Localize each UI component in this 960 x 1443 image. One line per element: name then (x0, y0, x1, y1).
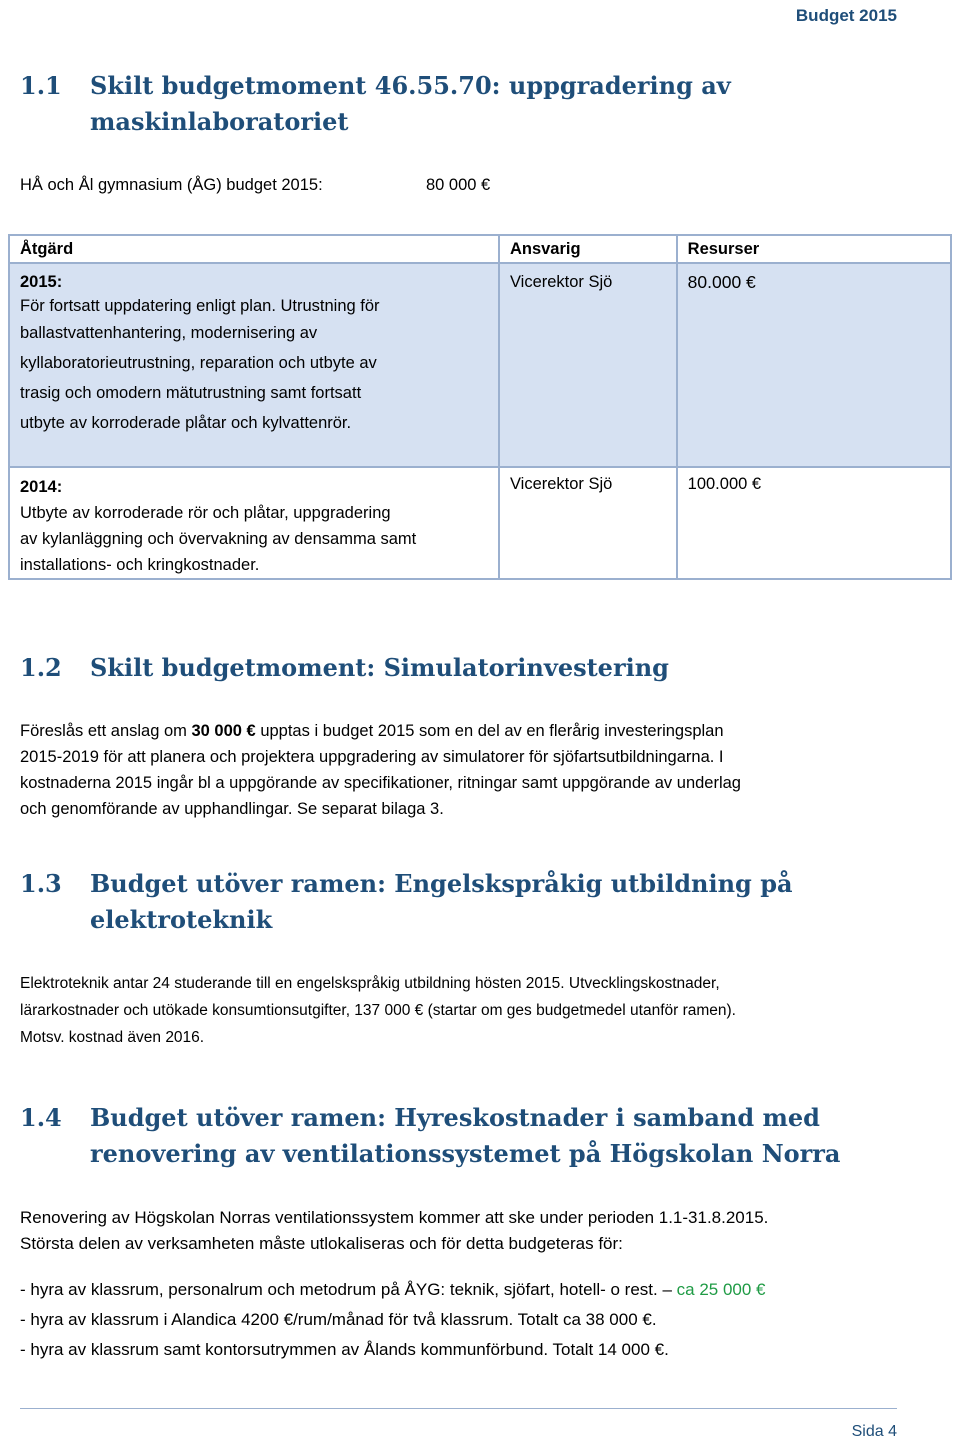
section-1-4-heading (20, 1100, 900, 1176)
section-title-line2: renovering av ventilationssystemet på Högskolan Norra (90, 1139, 841, 1168)
section-title-line1: Budget utöver ramen: Engelskspråkig utbildning på (90, 869, 793, 898)
section-number: 1.3 (20, 869, 62, 898)
section-title (90, 866, 850, 938)
header-action: Åtgärd (9, 235, 499, 263)
para-line: Största delen av verksamheten måste utlokaliseras och för detta budgeteras för: (20, 1234, 623, 1253)
row-year: 2015: (20, 273, 63, 291)
row-2014-responsible: Vicerektor Sjö (499, 467, 677, 579)
row-year: 2014: (20, 478, 63, 496)
table-row (9, 467, 951, 579)
row-text-line: ballastvattenhantering, modernisering av (20, 324, 318, 342)
row-text-line: installations- och kringkostnader. (20, 556, 260, 574)
row-text-line: utbyte av korroderade plåtar och kylvattenrör. (20, 414, 352, 432)
para-line: Renovering av Högskolan Norras ventilationssystem kommer att ske under perioden 1.1-31.8.2015. (20, 1208, 769, 1227)
page-number: Sida 4 (851, 1423, 897, 1440)
footer-divider (20, 1408, 897, 1409)
section-title-line2: maskinlaboratoriet (90, 107, 349, 136)
section-title: Skilt budgetmoment: Simulatorinvestering (90, 653, 669, 682)
action-table (8, 234, 952, 580)
para-line: 2015-2019 för att planera och projektera uppgradering av simulatorer för sjöfartsutbildningarna. I (20, 748, 724, 766)
row-2015-action (9, 263, 499, 467)
row-2014-action (9, 467, 499, 579)
para-line: Elektroteknik antar 24 studerande till en engelskspråkig utbildning hösten 2015. Utvecklingskostnader, (20, 975, 720, 992)
row-2014-resources: 100.000 € (677, 467, 951, 579)
row-2015-resources: 80.000 € (677, 263, 951, 467)
list-item: - hyra av klassrum i Alandica 4200 €/rum/månad för två klassrum. Totalt ca 38 000 €. (20, 1310, 657, 1329)
section-title-line1: Budget utöver ramen: Hyreskostnader i samband med (90, 1103, 820, 1132)
table-header-row (9, 235, 951, 263)
para-amount: 30 000 € (191, 722, 256, 740)
paragraph-renovering (20, 1205, 920, 1257)
budget-amount: 80 000 € (426, 176, 491, 194)
section-number: 1.1 (20, 71, 62, 100)
header-resources: Resurser (677, 235, 951, 263)
para-line: lärarkostnader och utökade konsumtionsutgifter, 137 000 € (startar om ges budgetmedel utanför ramen). (20, 1002, 736, 1019)
section-title (90, 1100, 890, 1172)
row-text-line: trasig och omodern mätutrustning samt fortsatt (20, 384, 362, 402)
row-text-line: Utbyte av korroderade rör och plåtar, uppgradering (20, 504, 391, 522)
section-1-2-heading (20, 650, 860, 686)
budget-label: HÅ och Ål gymnasium (ÅG) budget 2015: (20, 176, 323, 194)
budget-line (20, 176, 491, 195)
table-row (9, 263, 951, 467)
header-responsible: Ansvarig (499, 235, 677, 263)
list-item: - hyra av klassrum samt kontorsutrymmen av Ålands kommunförbund. Totalt 14 000 €. (20, 1340, 669, 1359)
row-text-line: kyllaboratorieutrustning, reparation och utbyte av (20, 354, 377, 372)
section-number: 1.4 (20, 1103, 62, 1132)
header-title: Budget 2015 (795, 6, 897, 25)
section-1-1-heading (20, 68, 860, 144)
list-item-text: - hyra av klassrum, personalrum och metodrum på ÅYG: teknik, sjöfart, hotell- o rest. – (20, 1280, 677, 1299)
list-item (20, 1280, 940, 1300)
paragraph-simulator (20, 718, 920, 822)
row-text-line: För fortsatt uppdatering enligt plan. Utrustning för (20, 297, 380, 315)
paragraph-elektroteknik (20, 970, 920, 1051)
list-item-amount: ca 25 000 € (676, 1280, 766, 1299)
row-text-line: av kylanläggning och övervakning av densamma samt (20, 530, 417, 548)
section-1-3-heading (20, 866, 860, 942)
section-title-line2: elektroteknik (90, 905, 273, 934)
row-2015-responsible: Vicerektor Sjö (499, 263, 677, 467)
para-text: upptas i budget 2015 som en del av en flerårig investeringsplan (255, 722, 724, 740)
para-text: Föreslås ett anslag om (20, 722, 192, 740)
para-line: Motsv. kostnad även 2016. (20, 1029, 205, 1046)
para-line: och genomförande av upphandlingar. Se separat bilaga 3. (20, 800, 444, 818)
section-title-line1: Skilt budgetmoment 46.55.70: uppgradering av (90, 71, 731, 100)
para-line: kostnaderna 2015 ingår bl a uppgörande av specifikationer, ritningar samt uppgörande av underlag (20, 774, 741, 792)
section-title (90, 68, 850, 140)
section-number: 1.2 (20, 653, 62, 682)
